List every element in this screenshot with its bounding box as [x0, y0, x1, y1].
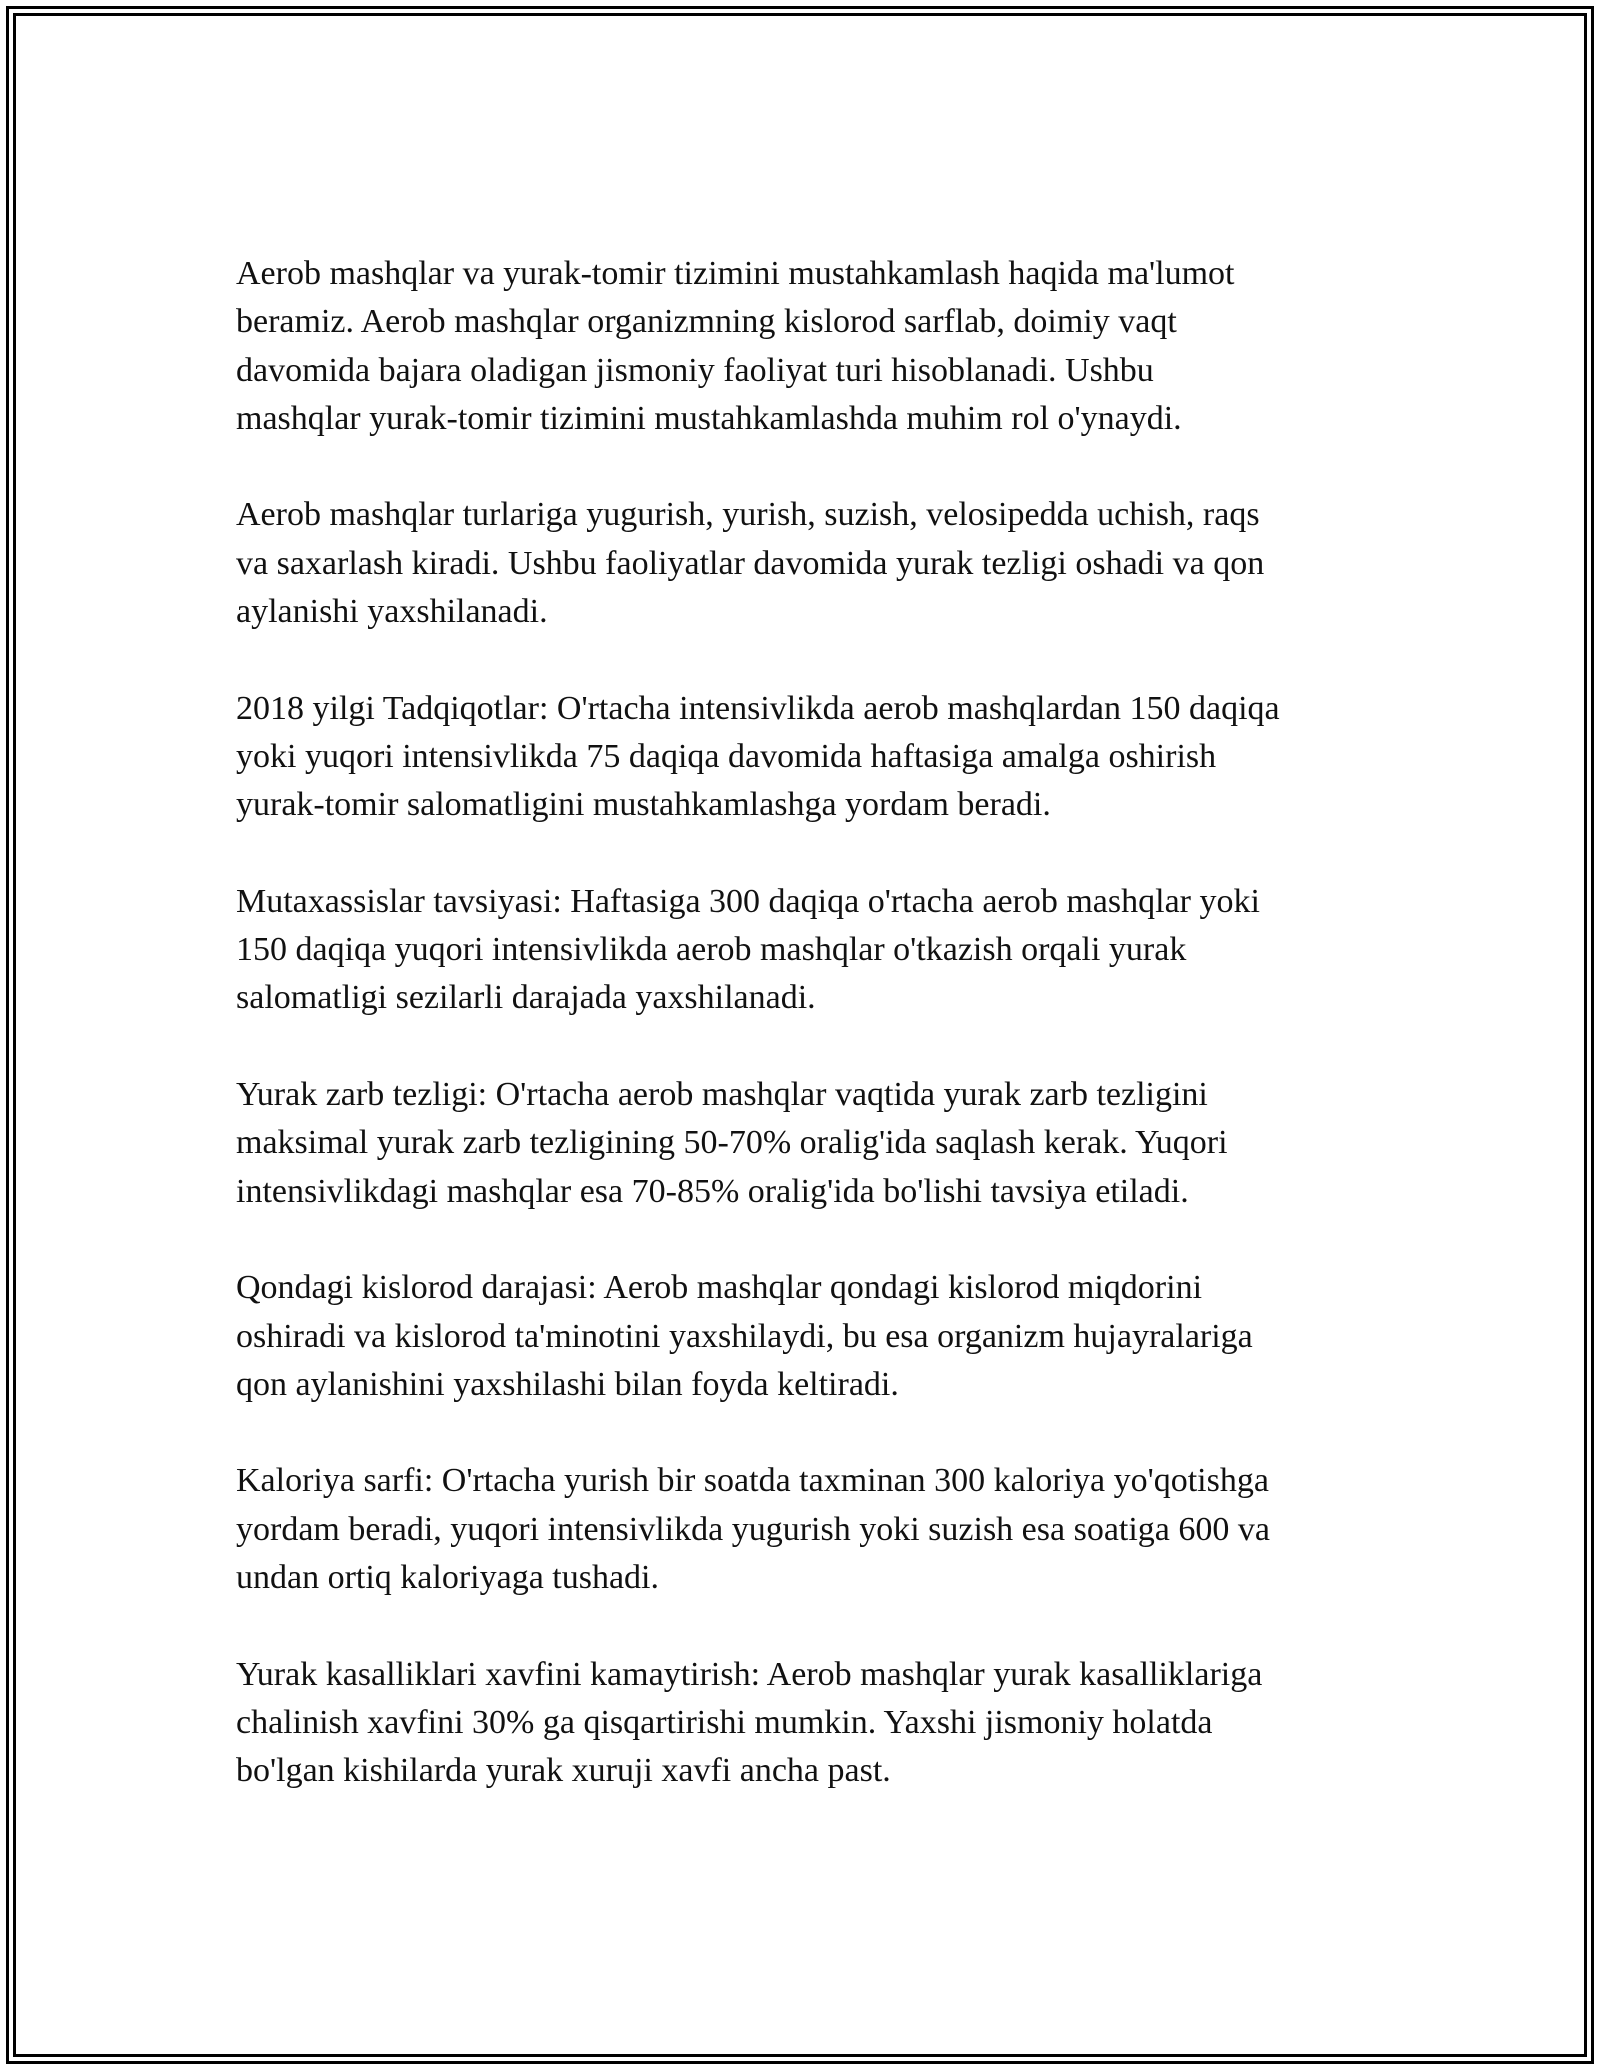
text-line: chalinish xavfini 30% ga qisqartirishi mumkin. Yaxshi jismoniy holatda [236, 1703, 1213, 1741]
paragraph-exercise-types [236, 491, 1376, 636]
text-line: bo'lgan kishilarda yurak xuruji xavfi ancha past. [236, 1752, 891, 1790]
paragraph-heart-rate [236, 1071, 1376, 1216]
text-line: yoki yuqori intensivlikda 75 daqiqa davomida haftasiga amalga oshirish [236, 737, 1217, 775]
text-line: 2018 yilgi Tadqiqotlar: O'rtacha intensivlikda aerob mashqlardan 150 daqiqa [236, 689, 1280, 727]
text-line: Aerob mashqlar va yurak-tomir tizimini mustahkamlash haqida ma'lumot [236, 255, 1235, 292]
paragraph-expert-advice [236, 878, 1376, 1023]
text-line: Mutaxassislar tavsiyasi: Haftasiga 300 daqiqa o'rtacha aerob mashqlar yoki [236, 882, 1260, 920]
text-line: va saxarlash kiradi. Ushbu faoliyatlar davomida yurak tezligi oshadi va qon [236, 544, 1265, 582]
paragraph-heart-disease-risk [236, 1651, 1376, 1796]
text-line: mashqlar yurak-tomir tizimini mustahkamlashda muhim rol o'ynaydi. [236, 399, 1182, 437]
text-line: beramiz. Aerob mashqlar organizmning kislorod sarflab, doimiy vaqt [236, 303, 1177, 341]
document-body [236, 250, 1376, 1844]
text-line: Yurak kasalliklari xavfini kamaytirish: Aerob mashqlar yurak kasalliklariga [236, 1655, 1263, 1693]
text-line: yurak-tomir salomatligini mustahkamlashga yordam beradi. [236, 786, 1051, 824]
text-line: intensivlikdagi mashqlar esa 70-85% oralig'ida bo'lishi tavsiya etiladi. [236, 1172, 1189, 1210]
text-line: yordam beradi, yuqori intensivlikda yugurish yoki suzish esa soatiga 600 va [236, 1510, 1270, 1548]
text-line: qon aylanishini yaxshilashi bilan foyda keltiradi. [236, 1365, 899, 1403]
text-line: 150 daqiqa yuqori intensivlikda aerob mashqlar o'tkazish orqali yurak [236, 931, 1187, 969]
text-line: aylanishi yaxshilanadi. [236, 593, 548, 631]
paragraph-calorie-burn [236, 1457, 1376, 1602]
text-line: maksimal yurak zarb tezligining 50-70% oralig'ida saqlash kerak. Yuqori [236, 1124, 1228, 1162]
text-line: Aerob mashqlar turlariga yugurish, yurish, suzish, velosipedda uchish, raqs [236, 496, 1260, 534]
text-line: undan ortiq kaloriyaga tushadi. [236, 1559, 660, 1597]
paragraph-intro [236, 250, 1376, 443]
text-line: salomatligi sezilarli darajada yaxshilanadi. [236, 979, 816, 1017]
text-line: Yurak zarb tezligi: O'rtacha aerob mashqlar vaqtida yurak zarb tezligini [236, 1076, 1208, 1114]
text-line: davomida bajara oladigan jismoniy faoliyat turi hisoblanadi. Ushbu [236, 351, 1154, 389]
text-line: Qondagi kislorod darajasi: Aerob mashqlar qondagi kislorod miqdorini [236, 1269, 1203, 1307]
paragraph-research-2018 [236, 685, 1376, 830]
paragraph-blood-oxygen [236, 1264, 1376, 1409]
text-line: oshiradi va kislorod ta'minotini yaxshilaydi, bu esa organizm hujayralariga [236, 1317, 1253, 1355]
text-line: Kaloriya sarfi: O'rtacha yurish bir soatda taxminan 300 kaloriya yo'qotishga [236, 1462, 1269, 1500]
